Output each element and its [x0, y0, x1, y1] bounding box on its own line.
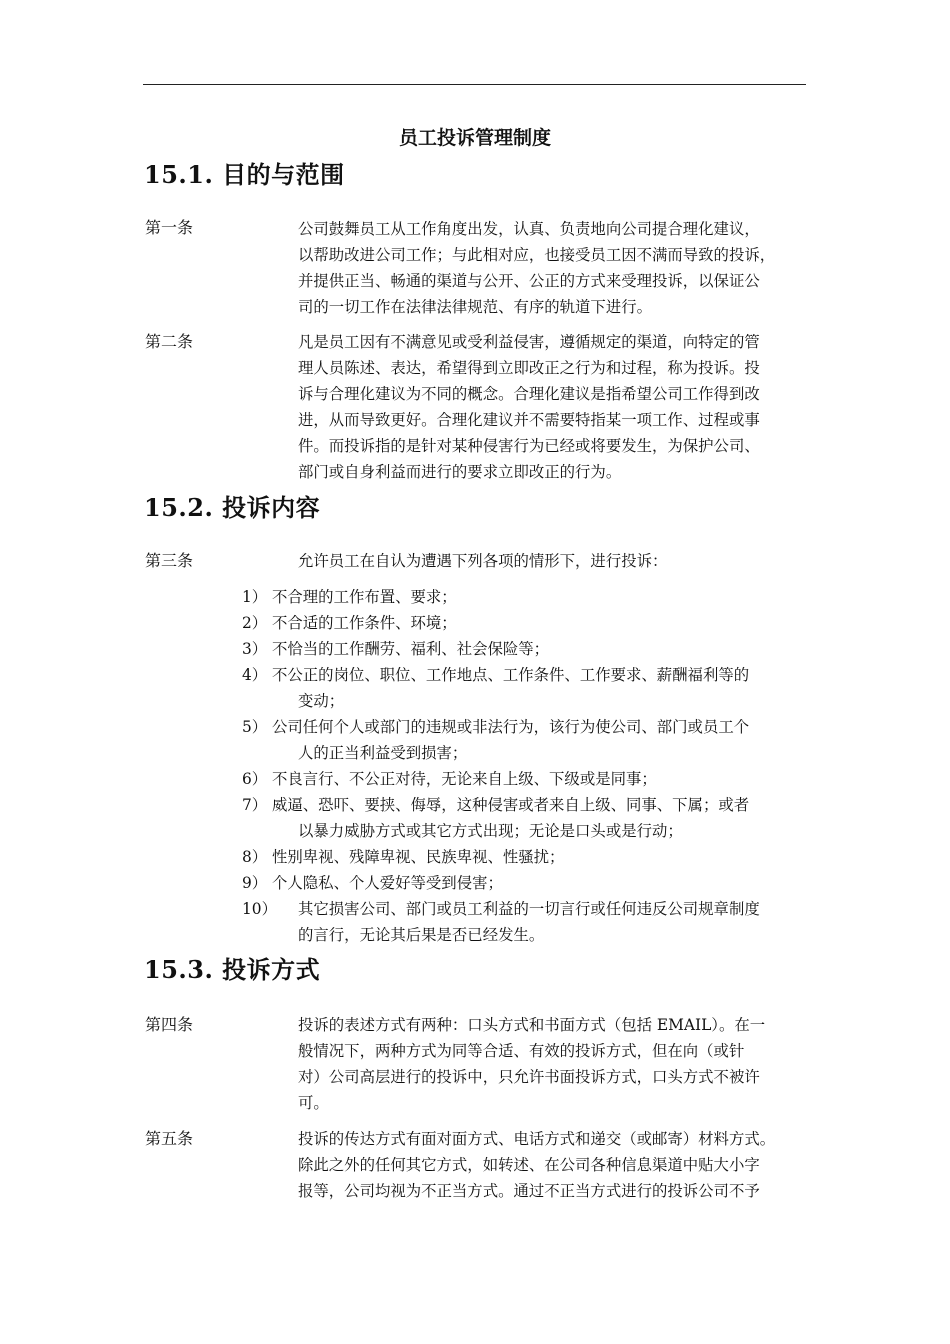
list-item-number: 2） — [242, 614, 268, 632]
list-item-text: 变动； — [298, 692, 345, 710]
article-label: 第四条 — [145, 1015, 194, 1034]
article-line: 件。而投诉指的是针对某种侵害行为已经或将要发生，为保护公司、 — [298, 437, 760, 455]
article-body — [298, 1012, 818, 1116]
header-rule — [143, 84, 806, 85]
article-line: 并提供正当、畅通的渠道与公开、公正的方式来受理投诉，以保证公 — [298, 272, 760, 290]
list-item-text: 威逼、恐吓、要挟、侮辱，这种侵害或者来自上级、同事、下属；或者 — [272, 796, 750, 814]
list-item-number: 9） — [242, 874, 268, 892]
article-line: 进，从而导致更好。合理化建议并不需要特指某一项工作、过程或事 — [298, 411, 760, 429]
list-item-text: 个人隐私、个人爱好等受到侵害； — [272, 874, 503, 892]
article-line: 公司鼓舞员工从工作角度出发，认真、负责地向公司提合理化建议， — [298, 220, 760, 238]
list-item-number: 6） — [242, 770, 268, 788]
list-item-text: 不良言行、不公正对待，无论来自上级、下级或是同事； — [272, 770, 657, 788]
article-body — [298, 329, 818, 485]
list-item-number: 10） — [242, 900, 277, 918]
list-item-number: 8） — [242, 848, 268, 866]
article-body — [298, 216, 818, 320]
article-line: 投诉的表述方式有两种：口头方式和书面方式（包括 EMAIL）。在一 — [298, 1016, 766, 1034]
list-item-text: 不恰当的工作酬劳、福利、社会保险等； — [272, 640, 550, 658]
list-item-text: 公司任何个人或部门的违规或非法行为，该行为使公司、部门或员工个 — [272, 718, 750, 736]
list-item-number: 7） — [242, 796, 268, 814]
article-line: 报等，公司均视为不正当方式。通过不正当方式进行的投诉公司不予 — [298, 1182, 760, 1200]
article-line: 般情况下，两种方式为同等合适、有效的投诉方式，但在向（或针 — [298, 1042, 745, 1060]
article-line: 司的一切工作在法律法律规范、有序的轨道下进行。 — [298, 298, 652, 316]
article-label: 第三条 — [145, 551, 194, 570]
list-item-text: 以暴力威胁方式或其它方式出现；无论是口头或是行动； — [298, 822, 683, 840]
article-label: 第五条 — [145, 1129, 194, 1148]
article-line: 对）公司高层进行的投诉中，只允许书面投诉方式，口头方式不被许 — [298, 1068, 760, 1086]
article-line: 可。 — [298, 1094, 329, 1112]
article-body — [298, 1126, 818, 1204]
list-item-text: 其它损害公司、部门或员工利益的一切言行或任何违反公司规章制度 — [298, 900, 760, 918]
article-line: 除此之外的任何其它方式，如转述、在公司各种信息渠道中贴大小字 — [298, 1156, 760, 1174]
section-heading-15-3: 15.3. 投诉方式 — [144, 955, 321, 984]
article-line: 凡是员工因有不满意见或受利益侵害，遵循规定的渠道，向特定的管 — [298, 333, 760, 351]
article-line: 理人员陈述、表达，希望得到立即改正之行为和过程，称为投诉。投 — [298, 359, 760, 377]
list-item-text: 的言行，无论其后果是否已经发生。 — [298, 926, 545, 944]
list-item-text: 人的正当利益受到损害； — [298, 744, 468, 762]
article-line: 部门或自身利益而进行的要求立即改正的行为。 — [298, 463, 622, 481]
article-label: 第一条 — [145, 218, 194, 237]
article-line: 允许员工在自认为遭遇下列各项的情形下，进行投诉： — [298, 552, 668, 570]
article-body — [298, 548, 818, 574]
section-heading-15-1: 15.1. 目的与范围 — [144, 160, 345, 189]
article-label: 第二条 — [145, 332, 194, 351]
article-line: 投诉的传达方式有面对面方式、电话方式和递交（或邮寄）材料方式。 — [298, 1130, 776, 1148]
list-item-text: 性别卑视、残障卑视、民族卑视、性骚扰； — [272, 848, 565, 866]
article-line: 诉与合理化建议为不同的概念。合理化建议是指希望公司工作得到改 — [298, 385, 760, 403]
section-heading-15-2: 15.2. 投诉内容 — [144, 493, 321, 522]
list-item-text: 不公正的岗位、职位、工作地点、工作条件、工作要求、薪酬福利等的 — [272, 666, 750, 684]
article-line: 以帮助改进公司工作；与此相对应，也接受员工因不满而导致的投诉， — [298, 246, 776, 264]
list-item-text: 不合理的工作布置、要求； — [272, 588, 457, 606]
list-item-number: 4） — [242, 666, 268, 684]
list-item-number: 1） — [242, 588, 268, 606]
list-item-number: 3） — [242, 640, 268, 658]
list-item-text: 不合适的工作条件、环境； — [272, 614, 457, 632]
list-item-number: 5） — [242, 718, 268, 736]
document-title: 员工投诉管理制度 — [398, 127, 551, 149]
